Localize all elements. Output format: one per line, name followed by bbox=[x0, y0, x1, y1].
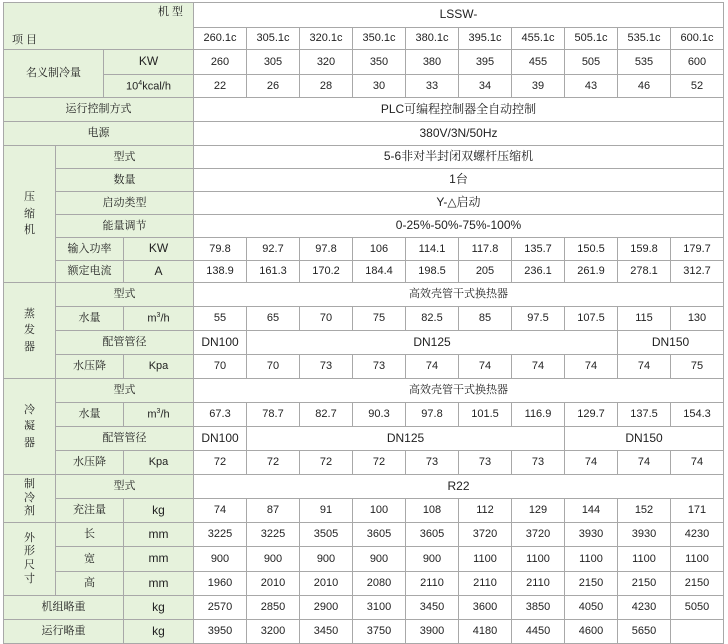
compressor-current-row bbox=[4, 261, 724, 283]
value-cell: 3930 bbox=[565, 523, 618, 547]
value-cell: 4600 bbox=[565, 620, 618, 644]
value-cell: 320 bbox=[300, 50, 353, 75]
refrigerant-group-label: 制 冷 剂 bbox=[4, 475, 56, 523]
value-cell: 3900 bbox=[406, 620, 459, 644]
value-cell: 1100 bbox=[512, 547, 565, 572]
value-cell: 455 bbox=[512, 50, 565, 75]
dimension-length-label: 长 bbox=[56, 523, 124, 547]
value-cell: 73 bbox=[353, 355, 406, 379]
value-cell: 107.5 bbox=[565, 307, 618, 331]
value-cell: 129 bbox=[512, 499, 565, 523]
value-cell: 1100 bbox=[671, 547, 724, 572]
value-cell: 4050 bbox=[565, 596, 618, 620]
evaporator-type-label: 型式 bbox=[56, 283, 194, 307]
value-cell: 2110 bbox=[406, 572, 459, 596]
dimension-width-label: 宽 bbox=[56, 547, 124, 572]
value-cell: 3100 bbox=[353, 596, 406, 620]
value-cell: 72 bbox=[194, 451, 247, 475]
value-cell: 70 bbox=[300, 307, 353, 331]
value-cell: 46 bbox=[618, 75, 671, 98]
refrigerant-charge-unit: kg bbox=[124, 499, 194, 523]
value-cell: 55 bbox=[194, 307, 247, 331]
value-cell: 179.7 bbox=[671, 238, 724, 261]
control-value: PLC可编程控制器全自动控制 bbox=[194, 98, 724, 122]
value-cell: 74 bbox=[406, 355, 459, 379]
value-cell: 138.9 bbox=[194, 261, 247, 283]
value-cell: 3720 bbox=[512, 523, 565, 547]
pipe-size-cell: DN125 bbox=[247, 331, 618, 355]
value-cell: 73 bbox=[300, 355, 353, 379]
value-cell: 137.5 bbox=[618, 403, 671, 427]
dimension-unit: mm bbox=[124, 547, 194, 572]
value-cell: 92.7 bbox=[247, 238, 300, 261]
value-cell: 72 bbox=[247, 451, 300, 475]
compressor-qty-value: 1台 bbox=[194, 169, 724, 192]
value-cell: 1960 bbox=[194, 572, 247, 596]
model-cell: 505.1c bbox=[565, 28, 618, 50]
condenser-pressure-unit: Kpa bbox=[124, 451, 194, 475]
refrigerant-type-label: 型式 bbox=[56, 475, 194, 499]
compressor-current-unit: A bbox=[124, 261, 194, 283]
value-cell: 74 bbox=[512, 355, 565, 379]
value-cell: 154.3 bbox=[671, 403, 724, 427]
value-cell: 144 bbox=[565, 499, 618, 523]
value-cell: 3850 bbox=[512, 596, 565, 620]
value-cell: 2150 bbox=[565, 572, 618, 596]
value-cell: 97.8 bbox=[406, 403, 459, 427]
value-cell: 184.4 bbox=[353, 261, 406, 283]
value-cell: 3605 bbox=[353, 523, 406, 547]
value-cell: 43 bbox=[565, 75, 618, 98]
condenser-pressure-row bbox=[4, 451, 724, 475]
run-weight-unit: kg bbox=[124, 620, 194, 644]
condenser-flow-unit: $m^3/h$ bbox=[124, 403, 194, 427]
condenser-type-row bbox=[4, 379, 724, 403]
value-cell: 3600 bbox=[459, 596, 512, 620]
value-cell: 900 bbox=[194, 547, 247, 572]
evaporator-type-row bbox=[4, 283, 724, 307]
cooling-kw-unit: KW bbox=[104, 50, 194, 75]
value-cell: 74 bbox=[565, 451, 618, 475]
value-cell: 28 bbox=[300, 75, 353, 98]
compressor-input-row bbox=[4, 238, 724, 261]
spec-table bbox=[3, 2, 724, 644]
compressor-type-row bbox=[4, 146, 724, 169]
value-cell: 79.8 bbox=[194, 238, 247, 261]
pipe-size-cell: DN150 bbox=[618, 331, 724, 355]
value-cell: 3950 bbox=[194, 620, 247, 644]
dimensions-group-label: 外 形 尺 寸 bbox=[4, 523, 56, 596]
model-label: 机 型 bbox=[157, 6, 183, 18]
value-cell: 67.3 bbox=[194, 403, 247, 427]
value-cell: 73 bbox=[459, 451, 512, 475]
condenser-pipe-row bbox=[4, 427, 724, 451]
value-cell: 82.5 bbox=[406, 307, 459, 331]
value-cell: 205 bbox=[459, 261, 512, 283]
compressor-type-label: 型式 bbox=[56, 146, 194, 169]
compressor-capacity-value: 0-25%-50%-75%-100% bbox=[194, 215, 724, 238]
cooling-kcal-unit: $10^4kcal/h$ bbox=[104, 75, 194, 98]
value-cell: 4230 bbox=[671, 523, 724, 547]
model-cell: 260.1c bbox=[194, 28, 247, 50]
refrigerant-type-value: R22 bbox=[194, 475, 724, 499]
value-cell: 2110 bbox=[512, 572, 565, 596]
condenser-type-label: 型式 bbox=[56, 379, 194, 403]
value-cell: 150.5 bbox=[565, 238, 618, 261]
run-weight-label: 运行略重 bbox=[4, 620, 124, 644]
value-cell: 1100 bbox=[618, 547, 671, 572]
value-cell: 312.7 bbox=[671, 261, 724, 283]
compressor-qty-row bbox=[4, 169, 724, 192]
value-cell: 130 bbox=[671, 307, 724, 331]
compressor-start-label: 启动类型 bbox=[56, 192, 194, 215]
condenser-pipe-label: 配管管径 bbox=[56, 427, 194, 451]
unit-weight-row bbox=[4, 596, 724, 620]
model-cell: 380.1c bbox=[406, 28, 459, 50]
value-cell: 3720 bbox=[459, 523, 512, 547]
dimension-height-label: 高 bbox=[56, 572, 124, 596]
value-cell: 74 bbox=[618, 355, 671, 379]
evaporator-pipe-row bbox=[4, 331, 724, 355]
model-cell: 305.1c bbox=[247, 28, 300, 50]
dimension-length-row bbox=[4, 523, 724, 547]
model-cell: 350.1c bbox=[353, 28, 406, 50]
value-cell: 1100 bbox=[565, 547, 618, 572]
evaporator-type-value: 高效壳管干式换热器 bbox=[194, 283, 724, 307]
value-cell: 70 bbox=[247, 355, 300, 379]
value-cell: 22 bbox=[194, 75, 247, 98]
value-cell: 65 bbox=[247, 307, 300, 331]
value-cell: 2010 bbox=[247, 572, 300, 596]
pipe-size-cell: DN125 bbox=[247, 427, 565, 451]
value-cell: 115 bbox=[618, 307, 671, 331]
value-cell: 380 bbox=[406, 50, 459, 75]
value-cell: 3450 bbox=[406, 596, 459, 620]
value-cell: 117.8 bbox=[459, 238, 512, 261]
value-cell: 87 bbox=[247, 499, 300, 523]
value-cell: 97.8 bbox=[300, 238, 353, 261]
value-cell: 75 bbox=[671, 355, 724, 379]
value-cell: 74 bbox=[459, 355, 512, 379]
dimension-height-row bbox=[4, 572, 724, 596]
pipe-size-cell: DN100 bbox=[194, 427, 247, 451]
value-cell: 74 bbox=[671, 451, 724, 475]
value-cell: 278.1 bbox=[618, 261, 671, 283]
value-cell: 101.5 bbox=[459, 403, 512, 427]
unit-weight-unit: kg bbox=[124, 596, 194, 620]
condenser-type-value: 高效壳管干式换热器 bbox=[194, 379, 724, 403]
pipe-size-cell: DN150 bbox=[565, 427, 724, 451]
refrigerant-type-row bbox=[4, 475, 724, 499]
value-cell: 170.2 bbox=[300, 261, 353, 283]
value-cell: 4450 bbox=[512, 620, 565, 644]
value-cell: 159.8 bbox=[618, 238, 671, 261]
value-cell: 39 bbox=[512, 75, 565, 98]
value-cell: 2150 bbox=[618, 572, 671, 596]
value-cell: 4180 bbox=[459, 620, 512, 644]
model-cell: 320.1c bbox=[300, 28, 353, 50]
evaporator-flow-unit: $m^3/h$ bbox=[124, 307, 194, 331]
value-cell: 900 bbox=[353, 547, 406, 572]
compressor-qty-label: 数量 bbox=[56, 169, 194, 192]
value-cell: 3930 bbox=[618, 523, 671, 547]
model-cell: 600.1c bbox=[671, 28, 724, 50]
value-cell: 106 bbox=[353, 238, 406, 261]
value-cell: 97.5 bbox=[512, 307, 565, 331]
power-label: 电源 bbox=[4, 122, 194, 146]
cooling-kw-row bbox=[4, 50, 724, 75]
value-cell: 152 bbox=[618, 499, 671, 523]
value-cell: 260 bbox=[194, 50, 247, 75]
evaporator-flow-label: 水量 bbox=[56, 307, 124, 331]
compressor-capacity-label: 能量调节 bbox=[56, 215, 194, 238]
value-cell: 100 bbox=[353, 499, 406, 523]
value-cell: 72 bbox=[300, 451, 353, 475]
header-corner-cell bbox=[4, 3, 194, 50]
value-cell: 2570 bbox=[194, 596, 247, 620]
item-label: 项 目 bbox=[12, 33, 38, 46]
power-value: 380V/3N/50Hz bbox=[194, 122, 724, 146]
value-cell: 2010 bbox=[300, 572, 353, 596]
value-cell: 74 bbox=[618, 451, 671, 475]
value-cell: 73 bbox=[512, 451, 565, 475]
pipe-size-cell: DN100 bbox=[194, 331, 247, 355]
dimension-unit: mm bbox=[124, 572, 194, 596]
evaporator-pipe-label: 配管管径 bbox=[56, 331, 194, 355]
value-cell: 108 bbox=[406, 499, 459, 523]
value-cell: 90.3 bbox=[353, 403, 406, 427]
condenser-flow-row bbox=[4, 403, 724, 427]
value-cell: 3750 bbox=[353, 620, 406, 644]
value-cell: 116.9 bbox=[512, 403, 565, 427]
value-cell: 171 bbox=[671, 499, 724, 523]
evaporator-pressure-label: 水压降 bbox=[56, 355, 124, 379]
value-cell: 70 bbox=[194, 355, 247, 379]
value-cell: 535 bbox=[618, 50, 671, 75]
compressor-group-label: 压 缩 机 bbox=[4, 146, 56, 283]
value-cell: 74 bbox=[565, 355, 618, 379]
refrigerant-charge-row bbox=[4, 499, 724, 523]
value-cell: 350 bbox=[353, 50, 406, 75]
value-cell: 2110 bbox=[459, 572, 512, 596]
value-cell: 129.7 bbox=[565, 403, 618, 427]
value-cell: 75 bbox=[353, 307, 406, 331]
compressor-current-label: 额定电流 bbox=[56, 261, 124, 283]
refrigerant-charge-label: 充注量 bbox=[56, 499, 124, 523]
value-cell: 3200 bbox=[247, 620, 300, 644]
value-cell: 261.9 bbox=[565, 261, 618, 283]
compressor-start-value: Y-△启动 bbox=[194, 192, 724, 215]
value-cell: 4230 bbox=[618, 596, 671, 620]
compressor-capacity-row bbox=[4, 215, 724, 238]
value-cell: 91 bbox=[300, 499, 353, 523]
value-cell: 30 bbox=[353, 75, 406, 98]
compressor-type-value: 5-6非对半封闭双螺杆压缩机 bbox=[194, 146, 724, 169]
model-cell: 455.1c bbox=[512, 28, 565, 50]
value-cell: 236.1 bbox=[512, 261, 565, 283]
control-label: 运行控制方式 bbox=[4, 98, 194, 122]
cooling-kcal-row bbox=[4, 75, 724, 98]
power-row bbox=[4, 122, 724, 146]
value-cell: 74 bbox=[194, 499, 247, 523]
evaporator-group-label: 蒸 发 器 bbox=[4, 283, 56, 379]
value-cell: 135.7 bbox=[512, 238, 565, 261]
value-cell: 3225 bbox=[194, 523, 247, 547]
value-cell: 600 bbox=[671, 50, 724, 75]
value-cell: 505 bbox=[565, 50, 618, 75]
value-cell: 900 bbox=[247, 547, 300, 572]
value-cell: 2150 bbox=[671, 572, 724, 596]
value-cell: 3605 bbox=[406, 523, 459, 547]
value-cell: 78.7 bbox=[247, 403, 300, 427]
evaporator-flow-row bbox=[4, 307, 724, 331]
value-cell: 26 bbox=[247, 75, 300, 98]
value-cell: 72 bbox=[353, 451, 406, 475]
condenser-flow-label: 水量 bbox=[56, 403, 124, 427]
evaporator-pressure-row bbox=[4, 355, 724, 379]
model-cell: 535.1c bbox=[618, 28, 671, 50]
condenser-pressure-label: 水压降 bbox=[56, 451, 124, 475]
value-cell: 3505 bbox=[300, 523, 353, 547]
compressor-start-row bbox=[4, 192, 724, 215]
value-cell: 900 bbox=[406, 547, 459, 572]
dimension-unit: mm bbox=[124, 523, 194, 547]
value-cell: 900 bbox=[300, 547, 353, 572]
dimension-width-row bbox=[4, 547, 724, 572]
compressor-input-unit: KW bbox=[124, 238, 194, 261]
value-cell: 198.5 bbox=[406, 261, 459, 283]
model-cell: 395.1c bbox=[459, 28, 512, 50]
series-title: LSSW- bbox=[194, 3, 724, 28]
compressor-input-label: 输入功率 bbox=[56, 238, 124, 261]
value-cell: 5050 bbox=[671, 596, 724, 620]
cooling-label: 名义制冷量 bbox=[4, 50, 104, 98]
value-cell: 34 bbox=[459, 75, 512, 98]
value-cell: 161.3 bbox=[247, 261, 300, 283]
value-cell: 73 bbox=[406, 451, 459, 475]
unit-weight-label: 机组略重 bbox=[4, 596, 124, 620]
value-cell: 2850 bbox=[247, 596, 300, 620]
value-cell: 3225 bbox=[247, 523, 300, 547]
value-cell: 1100 bbox=[459, 547, 512, 572]
value-cell: 5650 bbox=[618, 620, 671, 644]
value-cell: 3450 bbox=[300, 620, 353, 644]
value-cell: 114.1 bbox=[406, 238, 459, 261]
value-cell: 2900 bbox=[300, 596, 353, 620]
value-cell: 395 bbox=[459, 50, 512, 75]
value-cell: 305 bbox=[247, 50, 300, 75]
value-cell: 85 bbox=[459, 307, 512, 331]
value-cell: 52 bbox=[671, 75, 724, 98]
evaporator-pressure-unit: Kpa bbox=[124, 355, 194, 379]
condenser-group-label: 冷 凝 器 bbox=[4, 379, 56, 475]
control-row bbox=[4, 98, 724, 122]
value-cell: 82.7 bbox=[300, 403, 353, 427]
value-cell: 33 bbox=[406, 75, 459, 98]
value-cell: 112 bbox=[459, 499, 512, 523]
value-cell: 2080 bbox=[353, 572, 406, 596]
